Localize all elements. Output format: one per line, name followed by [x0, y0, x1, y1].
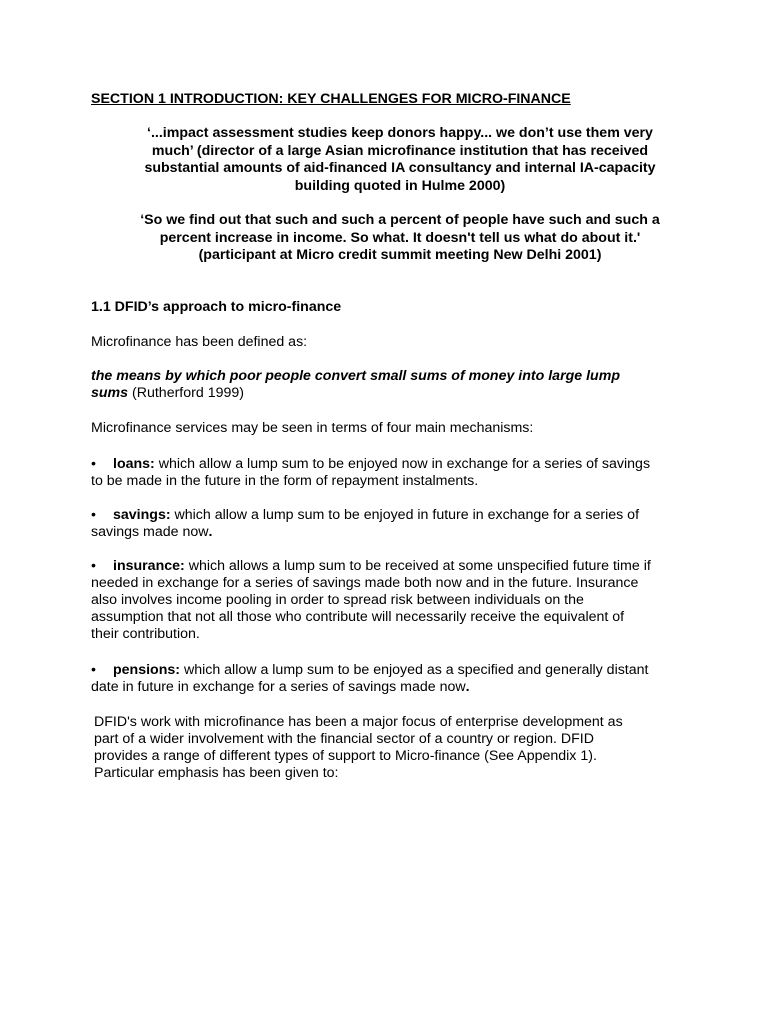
definition-citation: (Rutherford 1999) — [128, 385, 244, 401]
quote-line: much’ (director of a large Asian microfinance institution that has received — [151, 142, 649, 159]
bullet-text: to be made in the future in the form of repayment instalments. — [91, 473, 479, 489]
definition-text: sums — [91, 385, 129, 401]
paragraph-line: DFID's work with microfinance has been a major focus of enterprise development as — [94, 714, 623, 730]
definition-text: the means by which poor people convert small sums of money into large lump — [91, 368, 620, 384]
quote-line: building quoted in Hulme 2000) — [294, 177, 506, 194]
bullet-end-dot: . — [208, 524, 213, 540]
bullet-term: pensions: — [113, 662, 181, 678]
quote-block-2 — [108, 212, 692, 265]
quote-line: substantial amounts of aid-financed IA consultancy and internal IA-capacity — [144, 160, 656, 176]
bullet-savings — [91, 507, 691, 541]
bullet-icon: • — [91, 507, 96, 523]
quote-line: percent increase in income. So what. It doesn't tell us what do about it.' — [159, 229, 641, 246]
quote-line: ‘So we find out that such and such a percent of people have such and such a — [140, 212, 660, 228]
bullet-term: loans: — [113, 456, 155, 472]
bullet-text: which allow a lump sum to be enjoyed in future in exchange for a series of — [170, 507, 640, 523]
dfid-paragraph — [94, 714, 694, 782]
bullet-text: also involves income pooling in order to spread risk between individuals on the — [91, 592, 584, 608]
bullet-icon: • — [91, 456, 96, 472]
bullet-text: savings made now — [91, 524, 209, 540]
bullet-term: savings: — [113, 507, 171, 523]
bullet-text: date in future in exchange for a series of savings made now — [91, 679, 466, 695]
definition-intro: Microfinance has been defined as: — [91, 334, 308, 350]
bullet-insurance — [91, 558, 691, 643]
bullet-text: which allows a lump sum to be received at some unspecified future time if — [184, 558, 651, 574]
bullet-term: insurance: — [113, 558, 185, 574]
bullet-text: needed in exchange for a series of savings made both now and in the future. Insurance — [91, 575, 639, 591]
paragraph-line: Particular emphasis has been given to: — [94, 765, 339, 781]
quote-block-1 — [108, 125, 692, 195]
bullet-text: assumption that not all those who contribute will necessarily receive the equivalent of — [91, 609, 625, 625]
bullet-icon: • — [91, 558, 96, 574]
paragraph-line: provides a range of different types of support to Micro-finance (See Appendix 1). — [94, 748, 597, 764]
paragraph-line: part of a wider involvement with the financial sector of a country or region. DFID — [94, 731, 594, 747]
bullet-loans — [91, 456, 691, 490]
bullet-icon: • — [91, 662, 96, 678]
bullet-text: which allow a lump sum to be enjoyed now in exchange for a series of savings — [154, 456, 651, 472]
quote-line: ‘...impact assessment studies keep donors happy... we don’t use them very — [147, 125, 653, 141]
mechanisms-intro: Microfinance services may be seen in terms of four main mechanisms: — [91, 420, 534, 436]
bullet-end-dot: . — [465, 679, 470, 695]
quote-line: (participant at Micro credit summit meeting New Delhi 2001) — [198, 247, 602, 263]
section-title: SECTION 1 INTRODUCTION: KEY CHALLENGES FOR MICRO-FINANCE — [91, 91, 571, 107]
subsection-heading: 1.1 DFID’s approach to micro-finance — [91, 299, 342, 315]
bullet-text: which allow a lump sum to be enjoyed as a specified and generally distant — [180, 662, 649, 678]
definition-paragraph — [91, 368, 691, 402]
bullet-pensions — [91, 662, 691, 696]
bullet-text: their contribution. — [91, 626, 200, 642]
